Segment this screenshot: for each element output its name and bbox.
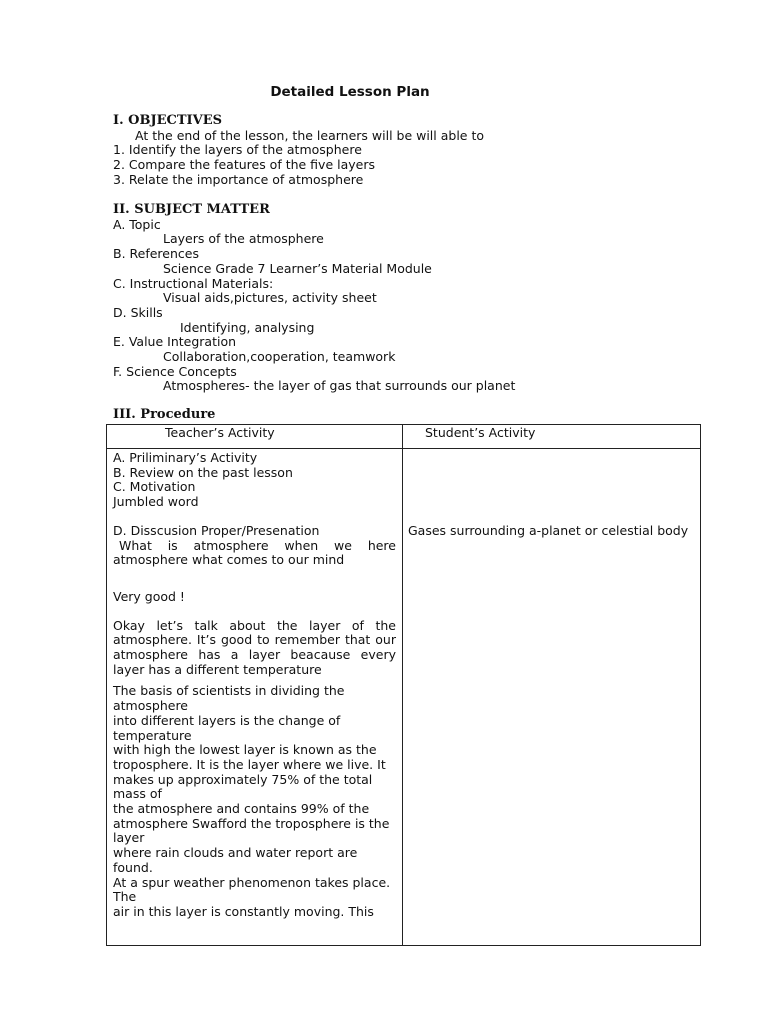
topic-value: Layers of the atmosphere bbox=[163, 231, 324, 247]
procedure-header-row bbox=[107, 425, 701, 449]
topic-label: A. Topic bbox=[113, 216, 161, 232]
objectives-section bbox=[113, 114, 713, 188]
references-value: Science Grade 7 Learner’s Material Module bbox=[163, 260, 432, 276]
subject-matter-heading: II. SUBJECT MATTER bbox=[113, 202, 270, 217]
values-value: Collaboration,cooperation, teamwork bbox=[163, 349, 396, 365]
skills-label: D. Skills bbox=[113, 304, 163, 320]
teacher-line-jumbled: Jumbled word bbox=[113, 494, 199, 510]
objectives-intro: At the end of the lesson, the learners will be will able to bbox=[135, 127, 485, 143]
teacher-basis-line-4: makes up approximately 75% of the total mass of bbox=[113, 771, 373, 802]
teacher-basis-line-5: the atmosphere and contains 99% of the atmosphere Swafford the troposphere is the layer bbox=[113, 801, 390, 846]
teacher-activity-cell bbox=[107, 449, 403, 946]
procedure-table bbox=[106, 424, 701, 946]
teacher-basis-line-8: air in this layer is constantly moving. This bbox=[113, 903, 374, 919]
objective-item-1: 1. Identify the layers of the atmosphere bbox=[113, 142, 362, 158]
teacher-question: What is atmosphere when we here atmosphere what comes to our mind bbox=[113, 537, 396, 568]
teacher-very-good: Very good ! bbox=[113, 588, 185, 604]
student-answer: Gases surrounding a-planet or celestial body bbox=[408, 523, 689, 538]
concepts-label: F. Science Concepts bbox=[113, 363, 237, 379]
materials-value: Visual aids,pictures, activity sheet bbox=[163, 290, 377, 306]
objective-item-2: 2. Compare the features of the five layers bbox=[113, 157, 375, 173]
procedure-body-row bbox=[107, 449, 701, 946]
objective-item-3: 3. Relate the importance of atmosphere bbox=[113, 171, 364, 187]
subject-matter-section bbox=[113, 203, 713, 394]
teacher-line-b: B. Review on the past lesson bbox=[113, 464, 293, 480]
teacher-basis-line-1: The basis of scientists in dividing the atmosphere bbox=[113, 683, 345, 714]
objectives-heading: I. OBJECTIVES bbox=[113, 113, 222, 128]
teacher-basis-line-7: At a spur weather phenomenon takes place. The bbox=[113, 874, 391, 905]
materials-label: C. Instructional Materials: bbox=[113, 275, 274, 291]
document-title: Detailed Lesson Plan bbox=[270, 84, 430, 100]
student-activity-header: Student’s Activity bbox=[403, 425, 701, 449]
teacher-layers-intro: Okay let’s talk about the layer of the atmosphere. It’s good to remember that our atmosphere has a layer beacause every layer has a different temperature bbox=[113, 617, 396, 677]
teacher-line-d: D. Disscusion Proper/Presenation bbox=[113, 522, 320, 538]
values-label: E. Value Integration bbox=[113, 334, 237, 350]
teacher-basis-line-3: with high the lowest layer is known as the troposphere. It is the layer where we live. It bbox=[113, 742, 386, 772]
procedure-heading: III. Procedure bbox=[113, 407, 216, 422]
teacher-basis-line-6: where rain clouds and water report are found. bbox=[113, 845, 358, 875]
teacher-activity-header: Teacher’s Activity bbox=[107, 425, 403, 449]
concepts-value: Atmospheres- the layer of gas that surrounds our planet bbox=[163, 378, 516, 394]
references-label: B. References bbox=[113, 246, 199, 262]
teacher-basis-line-2: into different layers is the change of temperature bbox=[113, 712, 341, 743]
skills-value: Identifying, analysing bbox=[180, 319, 315, 335]
student-activity-cell bbox=[403, 449, 701, 946]
teacher-line-c: C. Motivation bbox=[113, 479, 196, 495]
teacher-line-a: A. Priliminary’s Activity bbox=[113, 450, 258, 465]
